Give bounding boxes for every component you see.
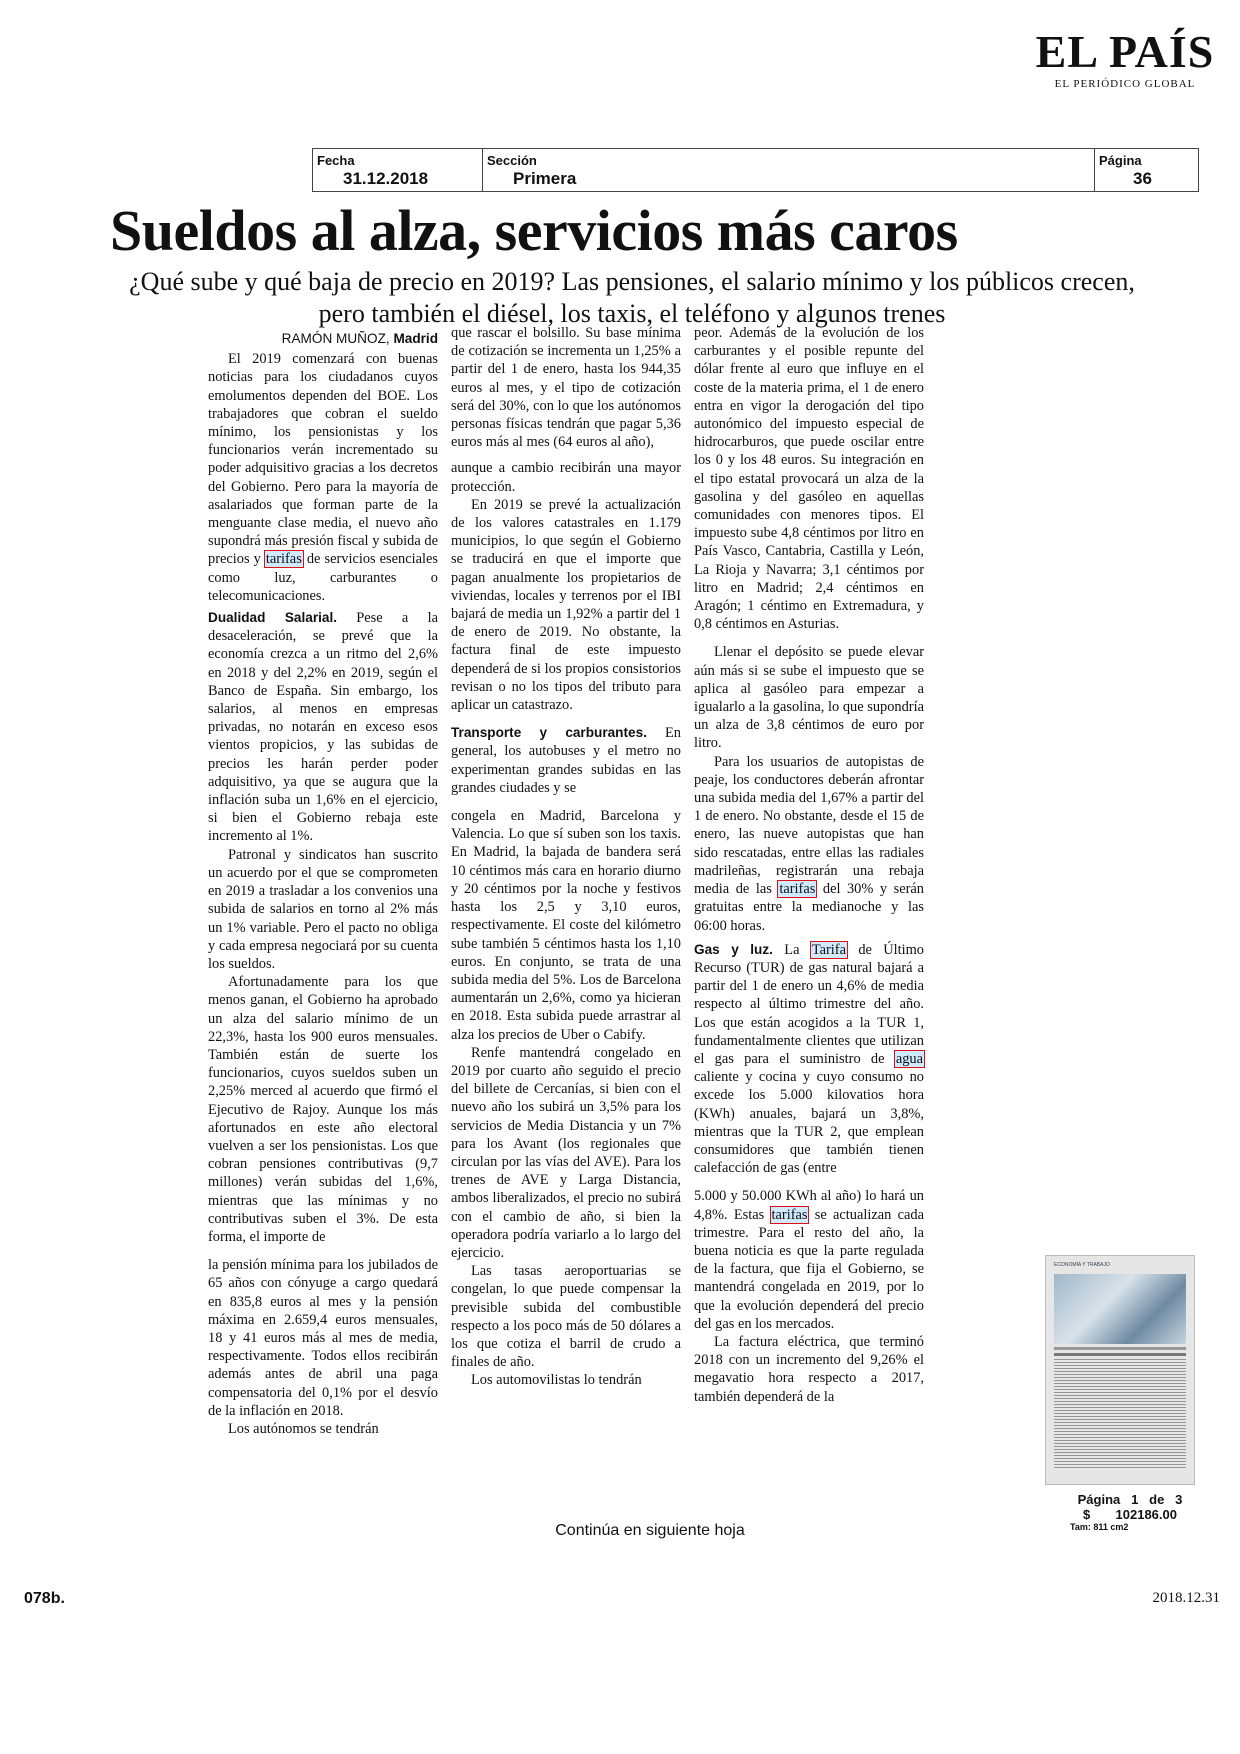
byline-place: Madrid [393,331,438,346]
paragraph: En 2019 se prevé la actualización de los valores catastrales en 1.179 municipios, lo que según el Gobierno se traducirá en que el importe que pagan anualmente los propietarios de viviendas, locales y terrenos por el IBI bajará de media un 1,92% a partir del 1 de enero de 2019. No obstante, la factura final de este impuesto dependerá de si los propios consistorios revisan o no los tipos del tributo para aplicar un catastrazo. [451,496,681,714]
paragraph: 5.000 y 50.000 KWh al año) lo hará un 4,8%. Estas tarifas se actualizan cada trimestre. Para el resto del año, la buena noticia es que la parte regulada de la factura, que fija el Gobierno, se mantendrá congelada en 2019, por lo que la evolución dependerá del precio del gas en los mercados. [694,1188,924,1332]
paragraph: La factura eléctrica, que terminó 2018 con un incremento del 9,26% el megavatio hora respecto a 2017, también dependerá de la [694,1333,924,1405]
pagina-value: 36 [1133,169,1152,188]
meta-fecha [313,149,483,191]
article-column-3 [694,324,924,1406]
highlighted-term: tarifas [779,881,816,898]
meta-seccion [483,149,1095,191]
seccion-value: Primera [513,169,577,188]
paragraph: Los automovilistas lo tendrán [471,1372,642,1389]
paragraph: peor. Además de la evolución de los carburantes y el posible repunte del dólar frente al euro que influye en el coste de la materia prima, el 1 de enero entra en vigor la derogación del tipo autonómico del impuesto especial de hidrocarburos, que puede oscilar entre los 0 y los 48 euros. Su integración en el tipo estatal provocará un alza de la gasolina y del gasóleo en aquellas comunidades con menores tipos. El impuesto sube 4,8 céntimos por litro en País Vasco, Cantabria, Castilla y León, La Rioja y Navarra; 3,1 céntimos por litro en Madrid; 2,4 céntimos en Aragón; 1 céntimo en Extremadura, y 0,8 céntimos en Asturias. [694,325,924,633]
article-column-1 [208,330,438,1438]
paragraph: Gas y luz. La Tarifa de Último Recurso (TUR) de gas natural bajará a partir del 1 de enero un 4,6% de media respecto al último trimestre del año. Los que están acogidos a la TUR 1, fundamentalmente clientes que utilizan el gas para el suministro de agua caliente y cocina y cuyo consumo no excede los 5.000 kilovatios hora (KWh) anuales, bajará un 3,8%, mientras que la TUR 2, que emplean consumidores que también tienen calefacción de gas (entre [694,941,925,1177]
byline-author: RAMÓN MUÑOZ, [281,331,390,346]
paragraph: que rascar el bolsillo. Su base mínima de cotización se incrementa un 1,25% a partir del 1 de enero, hasta los 944,35 euros al mes, y el tipo de cotización será del 30%, con lo que los autónomos personas físicas tendrán que pagar 5,36 euros más al mes (64 euros al año), [451,325,681,451]
paragraph: Renfe mantendrá congelado en 2019 por cuarto año seguido el precio del billete de Cercanías, si bien con el nuevo año los subirá un 3,5% para los servicios de Media Distancia y un 7% para los Avant (los regionales que circulan por las vías del AVE). Para los trenes de AVE y Larga Distancia, ambos liberalizados, el precio no subirá con el cambio de año, si bien la operadora podría variarlo a lo largo del ejercicio. [451,1044,681,1261]
paragraph: Afortunadamente para los que menos ganan, el Gobierno ha aprobado un alza del salario mínimo de un 22,3%, hasta los 900 euros mensuales. También están de suerte los funcionarios, cuyos sueldos suben un 2,25% merced al acuerdo que firmó el Ejecutivo de Rajoy. Aunque los más afortunados en este año electoral vuelven a ser los pensionistas. Los que cobran pensiones contributivas (9,7 millones) verán subidas del 1,6%, mientras que las mínimas y no contributivas suben el 3%. De esta forma, el importe de [208,974,438,1245]
byline [208,330,438,348]
continuation-note: Continúa en siguiente hoja [555,1522,745,1539]
paragraph: Transporte y carburantes. En general, los autobuses y el metro no experimentan grandes subidas en las grandes ciudades y se [451,725,681,796]
paragraph: Los autónomos se tendrán [228,1420,379,1437]
highlighted-term: tarifas [771,1206,808,1223]
seccion-label: Sección [487,153,537,168]
thumbnail-text-block [1054,1359,1186,1469]
highlighted-term: Tarifa [811,941,846,958]
masthead-tagline: EL PERIÓDICO GLOBAL [1054,78,1196,90]
paragraph: congela en Madrid, Barcelona y Valencia. Lo que sí suben son los taxis. En Madrid, la bajada de bandera será 10 céntimos más cara en horario diurno y 20 céntimos por la noche y festivos hasta los 2,5 y 3,10 euros, respectivamente. El coste del kilómetro sube también 5 céntimos hasta los 1,10 euros. En conjunto, se trata de una subida media del 5%. Los de Barcelona aumentarán un 2,6%, como ya hicieran en 2018. Esta subida puede arrastrar al alza los precios de Uber o Cabify. [451,808,681,1043]
fecha-value: 31.12.2018 [343,169,429,188]
pagina-label: Página [1099,153,1142,168]
paragraph: Patronal y sindicatos han suscrito un acuerdo por el que se comprometen en 2019 a trasladar a los convenios una subida de salarios en torno al 2% más un 1% variable. Pero el pacto no obliga y cada empresa negociará por su cuenta los sueldos. [208,846,438,972]
value-amount: $ 102186.00 [1083,1507,1177,1522]
paragraph: Llenar el depósito se puede elevar aún más si se sube el impuesto que se aplica al gasóleo para empezar a igualarlo a la gasolina, lo que supondría un alza de 3,8 céntimos de euro por litro. [694,644,924,752]
fecha-label: Fecha [317,153,355,168]
size-info: Tam: 811 cm2 [1070,1522,1129,1532]
highlighted-term: agua [895,1050,923,1067]
thumbnail-section-label: ECONOMÍA Y TRABAJO [1054,1262,1110,1268]
headline: Sueldos al alza, servicios más caros [110,198,958,263]
article-column-2 [451,324,681,1390]
section-heading: Gas y luz. [694,941,773,957]
section-heading: Transporte y carburantes. [451,725,647,741]
page-count: Página 1 de 3 [1077,1492,1183,1507]
page-thumbnail [1045,1255,1195,1485]
paragraph: Dualidad Salarial. Pese a la desaceleración, se prevé que la economía crezca a un ritmo del 2,6% en 2018 y del 2,2% en 2019, según el Banco de España. Sin embargo, los salarios, al menos en empresas privadas, no notarán en exceso esos vientos propicios, y las subidas de precios les harán perder poder adquisitivo, ya que se augura que la inflación suba un 1,6% en el ejercicio, si bien el Gobierno rebaja este incremento al 1%. [208,610,438,845]
paragraph: la pensión mínima para los jubilados de 65 años con cónyuge a cargo quedará en 835,8 euros al mes y la pensión máxima en 2.659,4 euros mensuales, 18 y 41 euros más al mes de media, respectivamente. Todos ellos recibirán además antes de abril una paga compensatoria del 0,1% por el desvío de la inflación en 2018. [208,1257,438,1419]
paragraph: El 2019 comenzará con buenas noticias para los ciudadanos cuyos emolumentos dependen del BOE. Los trabajadores que cobran el sueldo mínimo, los pensionistas y los funcionarios verán incrementado su poder adquisitivo gracias a los decretos del Gobierno. Pero para la mayoría de asalariados que forman parte de la menguante clase media, el nuevo año supondrá más presión fiscal y subida de precios y tarifas de servicios esenciales como luz, carburantes o telecomunicaciones. [208,351,438,604]
meta-bar [312,148,1199,192]
paragraph: Para los usuarios de autopistas de peaje, los conductores deberán afrontar una subida media del 1,67% a partir del 1 de enero. No obstante, desde el 15 de enero, las nueve autopistas que han sido rescatadas, entre ellas las radiales madrileñas, registrarán una rebaja media de las tarifas del 30% y serán gratuitas entre la medianoche y las 06:00 horas. [694,753,924,934]
masthead-logo [1030,28,1220,90]
section-heading: Dualidad Salarial. [208,610,337,626]
footer-date: 2018.12.31 [1152,1590,1220,1606]
subheadline: ¿Qué sube y qué baja de precio en 2019? Las pensiones, el salario mínimo y los públicos crecen, pero también el diésel, los taxis, el teléfono y algunos trenes [129,267,1135,328]
thumbnail-photo [1054,1274,1186,1344]
highlighted-term: tarifas [265,551,302,568]
footer-code: 078b. [24,1590,65,1607]
paragraph: aunque a cambio recibirán una mayor protección. [451,460,681,495]
meta-pagina [1095,149,1198,191]
paragraph: Las tasas aeroportuarias se congelan, lo que puede compensar la previsible subida del combustible respecto a los poco más de 50 dólares a los que cotiza el barril de crudo a finales de año. [451,1263,681,1371]
masthead-title: EL PAÍS [1035,26,1215,77]
page-info [1060,1492,1200,1532]
